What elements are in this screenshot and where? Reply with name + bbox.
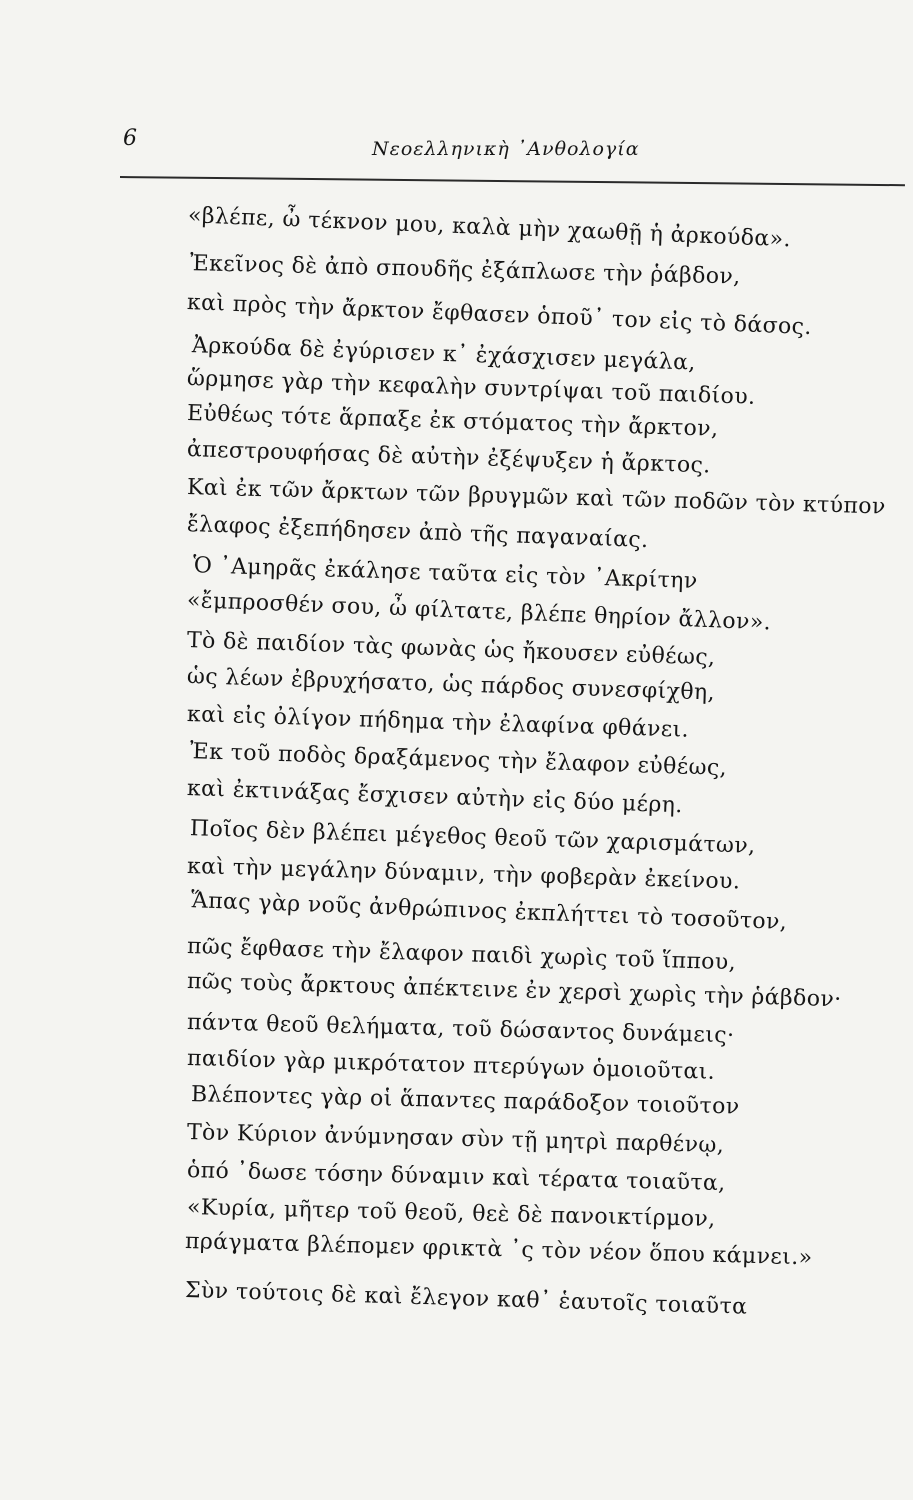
verse-line: καὶ πρὸς τὴν ἄρκτον ἔφθασεν ὁποῦ᾿ τον εἰς τὸ δάσος. bbox=[186, 290, 813, 341]
verse-line: πῶς ἔφθασε τὴν ἔλαφον παιδὶ χωρὶς τοῦ ἵππου, bbox=[186, 934, 737, 976]
verse-line: Ἐκ τοῦ ποδὸς δραξάμενος τὴν ἔλαφον εὐθέως, bbox=[189, 739, 728, 781]
verse-line: πάντα θεοῦ θελήματα, τοῦ δώσαντος δυνάμεις· bbox=[186, 1010, 735, 1049]
verse-line: Τὸ δὲ παιδίον τὰς φωνὰς ὡς ἤκουσεν εὐθέως, bbox=[186, 628, 716, 671]
running-title: Νεοελληνικὴ ᾿Ανθολογία bbox=[372, 138, 640, 160]
verse-line: Ἅπας γὰρ νοῦς ἀνθρώπινος ἐκπλήττει τὸ τοσοῦτον, bbox=[190, 888, 788, 935]
verse-line: Σὺν τούτοις δὲ καὶ ἔλεγον καθ᾿ ἑαυτοῖς τοιαῦτα bbox=[184, 1278, 748, 1320]
verse-line: καὶ τὴν μεγάλην δύναμιν, τὴν φοβερὰν ἐκείνου. bbox=[186, 854, 741, 895]
verse-line: ὡς λέων ἐβρυχήσατο, ὡς πάρδος συνεσφίχθη, bbox=[186, 664, 716, 706]
verse-line: ἔλαφος ἐξεπήδησεν ἀπὸ τῆς παγαναίας. bbox=[186, 512, 649, 554]
verse-line: Ὁ ᾿Αμηρᾶς ἐκάλησε ταῦτα εἰς τὸν ᾿Ακρίτην bbox=[192, 553, 698, 594]
verse-line: πῶς τοὺς ἄρκτους ἀπέκτεινε ἐν χερσὶ χωρὶς τὴν ῥάβδον· bbox=[186, 969, 842, 1013]
verse-line: Ἐκεῖνος δὲ ἀπὸ σπουδῆς ἐξάπλωσε τὴν ῥάβδον, bbox=[189, 251, 741, 290]
verse-line: «Κυρία, μῆτερ τοῦ θεοῦ, θεὲ δὲ πανοικτίρμον, bbox=[186, 1195, 716, 1232]
verse-line: καὶ ἐκτινάξας ἔσχισεν αὐτὴν εἰς δύο μέρη. bbox=[186, 776, 684, 819]
verse-line: Τὸν Κύριον ἀνύμνησαν σὺν τῇ μητρὶ παρθένῳ, bbox=[186, 1120, 725, 1159]
verse-line: Ποῖος δὲν βλέπει μέγεθος θεοῦ τῶν χαρισμάτων, bbox=[189, 816, 756, 859]
verse-line: καὶ εἰς ὀλίγον πήδημα τὴν ἐλαφίνα φθάνει. bbox=[186, 702, 690, 743]
verse-line: «ἔμπροσθέν σου, ὦ φίλτατε, βλέπε θηρίον ἄλλον». bbox=[186, 588, 772, 636]
verse-line: ὥρμησε γὰρ τὴν κεφαλὴν συντρίψαι τοῦ παιδίου. bbox=[186, 366, 756, 410]
verse-line: Βλέποντες γὰρ οἱ ἅπαντες παράδοξον τοιοῦτον bbox=[190, 1082, 740, 1120]
verse-line: Εὐθέως τότε ἅρπαξε ἐκ στόματος τὴν ἄρκτον, bbox=[186, 401, 719, 442]
verse-line: παιδίον γὰρ μικρότατον πτερύγων ὁμοιοῦται. bbox=[186, 1046, 716, 1085]
verse-line: ὁπό ᾿δωσε τόσην δύναμιν καὶ τέρατα τοιαῦτα, bbox=[186, 1158, 726, 1197]
verse-line: Καὶ ἐκ τῶν ἄρκτων τῶν βρυγμῶν καὶ τῶν ποδῶν τὸν κτύπον bbox=[186, 475, 887, 520]
page-number: 6 bbox=[123, 126, 137, 151]
verse-line: ἀπεστρουφήσας δὲ αὐτὴν ἐξέψυξεν ἡ ἄρκτος. bbox=[186, 437, 712, 479]
verse-line: Ἀρκούδα δὲ ἐγύρισεν κ᾿ ἐχάσχισεν μεγάλα, bbox=[191, 333, 697, 376]
verse-line: «βλέπε, ὦ τέκνον μου, καλὰ μὴν χαωθῇ ἡ ἀρκούδα». bbox=[187, 203, 792, 253]
verse-line: πράγματα βλέπομεν φρικτὰ ᾿ς τὸν νέον ὅπου κάμνει.» bbox=[184, 1229, 813, 1271]
